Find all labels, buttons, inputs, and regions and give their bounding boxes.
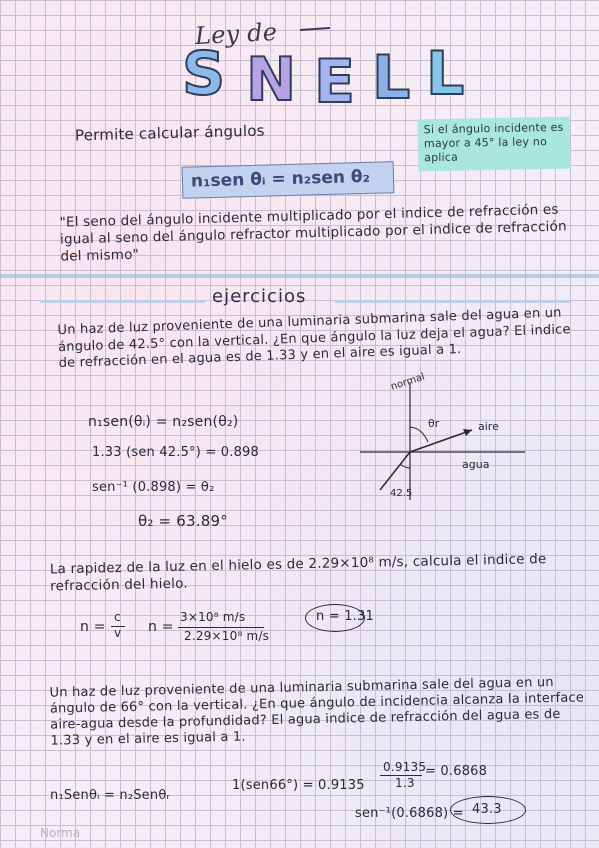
exercise2-c: c	[114, 610, 121, 624]
exercise1-step3: sen⁻¹ (0.898) = θ₂	[92, 480, 215, 495]
intro-text: Permite calcular ángulos	[74, 121, 265, 145]
angle-arc-top	[410, 427, 428, 442]
exercise1-step1: n₁sen(θᵢ) = n₂sen(θ₂)	[88, 414, 239, 430]
exercise3-problem: Un haz de luz proveniente de una luminaria submarina sale del agua en un ángulo de 66° con la vertical. ¿En que ángulo de incidencia alcanza la interface aire-agua desde la profundidad? El agua indice de refracción del agua es de 1.33 y en el aire es igual a 1.	[49, 675, 585, 749]
exercise3-step2: 1(sen66°) = 0.9135	[232, 778, 365, 793]
title-letter-l1: L	[372, 43, 411, 113]
label-agua: agua	[462, 458, 490, 471]
fraction-bar-2	[178, 627, 264, 628]
exercise1-step2: 1.33 (sen 42.5°) = 0.898	[92, 445, 259, 460]
exercise2-n-label: n =	[80, 619, 106, 635]
definition-quote: "El seno del ángulo incidente multiplicado por el indice de refracción es igual al seno del ángulo refractor multiplicado por el indice de refracción del mismo"	[59, 201, 567, 265]
incident-ray	[380, 452, 410, 490]
section-heading: ejercicios	[212, 286, 307, 307]
title-letter-e: E	[314, 47, 355, 117]
heading-line-right	[335, 300, 570, 303]
exercise3-step1: n₁Senθᵢ = n₂Senθᵣ	[50, 788, 171, 803]
title-snell	[182, 40, 482, 120]
snell-formula: n₁sen θᵢ = n₂sen θ₂	[182, 161, 395, 199]
label-aire: aire	[478, 420, 499, 433]
section-divider	[0, 274, 599, 278]
exercise2-problem: La rapidez de la luz en el hielo es de 2.29×10⁸ m/s, calcula el indice de refracción del hielo.	[49, 551, 547, 595]
label-angle: 42.5	[390, 488, 413, 499]
exercise3-frac-den: 1.3	[395, 776, 415, 790]
exercise2-n-label-2: n =	[148, 619, 174, 635]
title-underline	[300, 27, 330, 31]
exercise2-numerator: 3×10⁸ m/s	[180, 610, 246, 624]
exercise2-answer: n = 1.31	[316, 609, 374, 624]
title-letter-n: N	[246, 45, 297, 115]
exercise3-step4: sen⁻¹(0.6868) =	[355, 806, 464, 821]
title-ley-de: Ley de	[194, 17, 278, 51]
exercise3-frac-num: 0.9135	[383, 760, 427, 774]
angle-arc-bottom	[400, 464, 410, 468]
note-box: Si el ángulo incidente es mayor a 45° la ley no aplica	[418, 117, 571, 172]
exercise2-v: v	[114, 626, 122, 640]
refraction-diagram	[360, 372, 530, 502]
label-normal: normal	[389, 372, 427, 393]
title-letter-s: S	[182, 39, 226, 109]
refracted-ray	[410, 430, 472, 452]
exercise3-answer: 43.3	[472, 802, 502, 817]
title-letter-l2: L	[426, 39, 465, 109]
exercise1-problem: Un haz de luz proveniente de una luminaria submarina sale del agua en un ángulo de 42.5° con la vertical. ¿En que ángulo la luz deja el agua? El indice de refracción en el agua es de 1.33 y en el aire es igual a 1.	[57, 305, 571, 372]
heading-line-left	[40, 300, 205, 303]
exercise1-result: θ₂ = 63.89°	[138, 512, 228, 530]
notebook-brand-mark: Norma	[40, 826, 81, 840]
label-theta: θr	[428, 417, 440, 430]
exercise2-denominator: 2.29×10⁸ m/s	[184, 629, 270, 643]
exercise3-frac-result: = 0.6868	[425, 764, 488, 779]
